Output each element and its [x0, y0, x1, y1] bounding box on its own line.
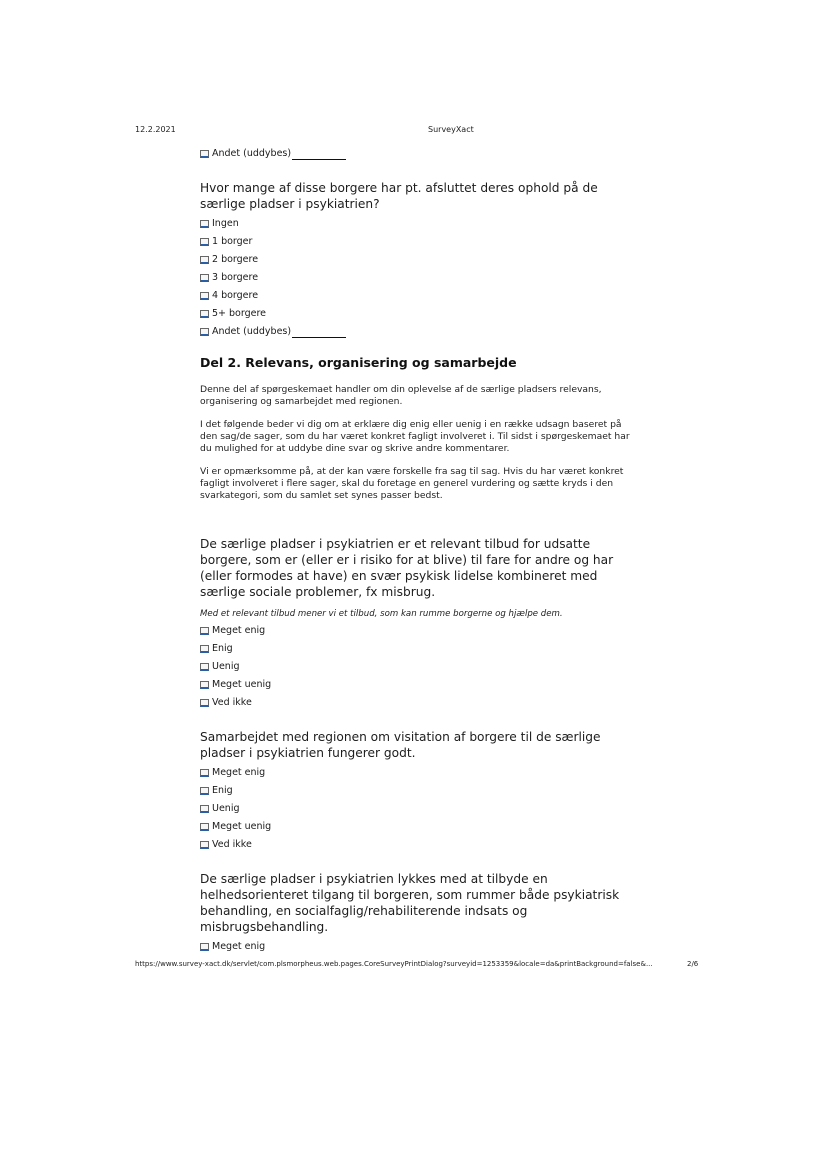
section-instructions-paragraph: I det følgende beder vi dig om at erklære dig enig eller uenig i en række udsagn baseret på den sag/de sager, som du har været konkret fagligt involveret i. Til sidst i spørgeskemaet har du mulighed for at uddybe dine svar og skrive andre kommentarer.: [200, 419, 630, 454]
option-label: Andet (uddybes): [212, 148, 292, 159]
option-ved-ikke[interactable]: [200, 833, 640, 851]
option-4-borgere[interactable]: [200, 284, 640, 302]
checkbox-icon[interactable]: [200, 663, 209, 671]
option-label: 1 borger: [212, 236, 253, 247]
option-meget-uenig[interactable]: [200, 673, 640, 691]
checkbox-icon[interactable]: [200, 823, 209, 831]
print-url: https://www.survey-xact.dk/servlet/com.plsmorpheus.web.pages.CoreSurveyPrintDialog?surveyid=1253359&locale=da&printBackground=false&...: [135, 960, 653, 968]
option-label: 4 borgere: [212, 290, 259, 301]
question-1-text: Hvor mange af disse borgere har pt. afsluttet deres ophold på de særlige pladser i psykiatrien?: [200, 181, 598, 211]
checkbox-icon[interactable]: [200, 238, 209, 246]
option-andet-uddybes[interactable]: [200, 320, 640, 338]
question-2-options: [200, 619, 640, 709]
checkbox-icon[interactable]: [200, 787, 209, 795]
option-label: Ved ikke: [212, 839, 252, 850]
question-4-text: De særlige pladser i psykiatrien lykkes med at tilbyde en helhedsorienteret tilgang til borgeren, som rummer både psykiatrisk behandling, en socialfaglig/rehabiliterende indsats og misbrugsbehandling.: [200, 872, 620, 934]
option-ved-ikke[interactable]: [200, 691, 640, 709]
checkbox-icon[interactable]: [200, 769, 209, 777]
option-meget-uenig[interactable]: [200, 815, 640, 833]
option-uenig[interactable]: [200, 797, 640, 815]
checkbox-icon[interactable]: [200, 943, 209, 951]
checkbox-icon[interactable]: [200, 150, 209, 158]
option-2-borgere[interactable]: [200, 248, 640, 266]
option-label: Enig: [212, 643, 233, 654]
checkbox-icon[interactable]: [200, 256, 209, 264]
section-note-paragraph: Vi er opmærksomme på, at der kan være forskelle fra sag til sag. Hvis du har været konkret fagligt involveret i flere sager, skal du foretage en generel vurdering og sætte kryds i den svarkategori, som du samlet set synes passer bedst.: [200, 466, 624, 501]
checkbox-icon[interactable]: [200, 645, 209, 653]
checkbox-icon[interactable]: [200, 310, 209, 318]
option-ingen[interactable]: [200, 212, 640, 230]
option-label: Meget uenig: [212, 821, 272, 832]
option-meget-enig[interactable]: [200, 619, 640, 637]
checkbox-icon[interactable]: [200, 627, 209, 635]
checkbox-icon[interactable]: [200, 328, 209, 336]
page-number: 2/6: [687, 960, 699, 968]
option-label: Ingen: [212, 218, 239, 229]
option-label: 5+ borgere: [212, 308, 267, 319]
checkbox-icon[interactable]: [200, 274, 209, 282]
print-title: SurveyXact: [428, 125, 474, 134]
question-2-text: De særlige pladser i psykiatrien er et relevant tilbud for udsatte borgere, som er (eller er i risiko for at blive) til fare for andre og har (eller formodes at have) en svær psykisk lidelse kombineret med særlige sociale problemer, fx misbrug.: [200, 537, 614, 599]
print-date: 12.2.2021: [135, 125, 176, 134]
option-1-borger[interactable]: [200, 230, 640, 248]
option-andet[interactable]: [200, 142, 640, 160]
checkbox-icon[interactable]: [200, 681, 209, 689]
question-1-options: [200, 212, 640, 338]
option-uenig[interactable]: [200, 655, 640, 673]
checkbox-icon[interactable]: [200, 805, 209, 813]
text-blank[interactable]: [292, 149, 346, 160]
question-4-options: [200, 935, 640, 953]
section-intro-paragraph: Denne del af spørgeskemaet handler om din oplevelse af de særlige pladsers relevans, organisering og samarbejdet med regionen.: [200, 384, 602, 407]
checkbox-icon[interactable]: [200, 699, 209, 707]
checkbox-icon[interactable]: [200, 220, 209, 228]
text-blank[interactable]: [292, 327, 346, 338]
option-label: 2 borgere: [212, 254, 259, 265]
question-3-text: Samarbejdet med regionen om visitation af borgere til de særlige pladser i psykiatrien fungerer godt.: [200, 730, 601, 760]
option-enig[interactable]: [200, 779, 640, 797]
option-label: Enig: [212, 785, 233, 796]
option-meget-enig[interactable]: [200, 761, 640, 779]
option-label: Ved ikke: [212, 697, 252, 708]
option-label: Meget enig: [212, 941, 266, 952]
question-2-note: Med et relevant tilbud mener vi et tilbud, som kan rumme borgerne og hjælpe dem.: [200, 609, 563, 619]
option-3-borgere[interactable]: [200, 266, 640, 284]
question-3-options: [200, 761, 640, 851]
option-5-plus-borgere[interactable]: [200, 302, 640, 320]
option-label: Meget enig: [212, 625, 266, 636]
survey-content: [200, 142, 640, 953]
option-label: 3 borgere: [212, 272, 259, 283]
option-label: Meget enig: [212, 767, 266, 778]
section-heading: Del 2. Relevans, organisering og samarbejde: [200, 355, 517, 370]
option-label: Uenig: [212, 661, 240, 672]
option-label: Andet (uddybes): [212, 326, 292, 337]
option-enig[interactable]: [200, 637, 640, 655]
option-label: Uenig: [212, 803, 240, 814]
checkbox-icon[interactable]: [200, 292, 209, 300]
option-label: Meget uenig: [212, 679, 272, 690]
option-meget-enig[interactable]: [200, 935, 640, 953]
checkbox-icon[interactable]: [200, 841, 209, 849]
